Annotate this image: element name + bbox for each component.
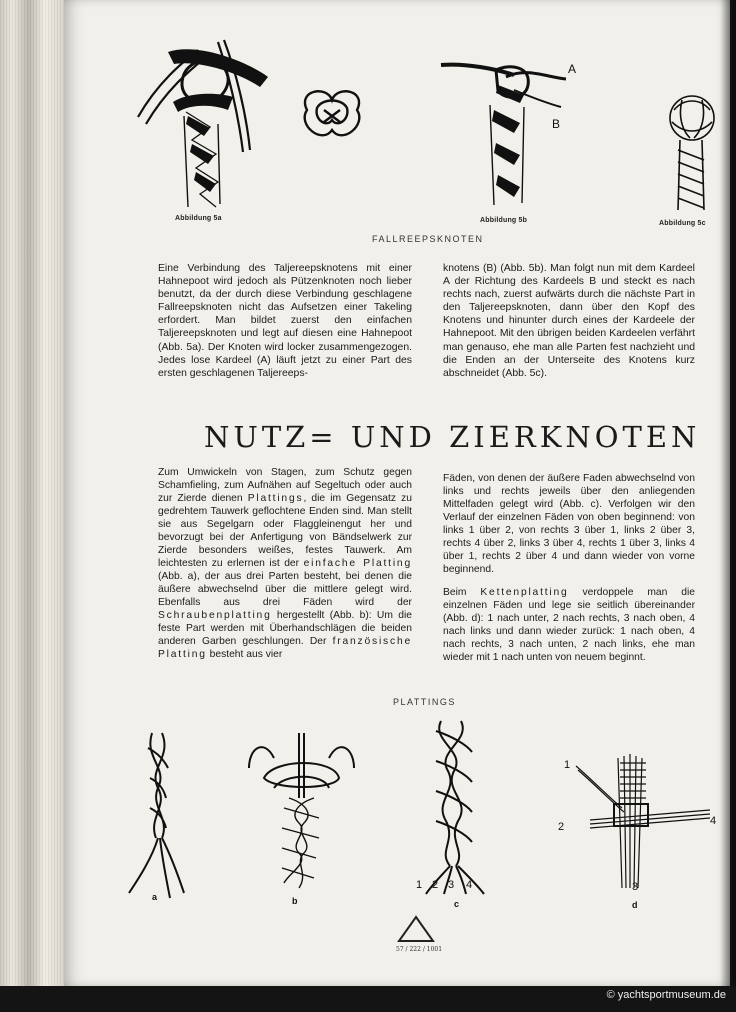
platting-a-illustration (124, 728, 194, 903)
page-number: 57 / 222 / 1001 (396, 946, 443, 953)
term-franzoesische-platting: französische Platting (158, 636, 412, 660)
platting-c-number-4: 4 (466, 879, 473, 891)
text-run: , die im Gegensatz zu gedrehtem Tauwerk geflochtene Enden sind. Man stellt sie aus Segelgarn oder Flaggleinengut her und bevorzugt bei der Anfertigung von Bändselwerk zur Zierde besonders weißes, festes Tauwerk. Am leichtesten zu erlernen ist der (158, 493, 412, 569)
text-run: Zum Umwickeln von Stagen, zum Schutz gegen Schamfieling, zum Aufnähen auf Segeltuch oder auch zur Zierde dienen (158, 467, 412, 504)
fallreepsknoten-column-1: Eine Verbindung des Taljereepsknotens mit einer Hahnepoot wird jedoch als Pützenknoten noch lieber benutzt, da der durch diese Verbindung geschlagene Fallreepsknoten nicht das Aufsetzen einer Takeling erfordert. Man bildet zuerst den einfachen Taljereepsknoten und legt auf diesen eine Hahnepoot (Abb. 5a). Der Knoten wird locker zusammengezogen. Jedes lose Kardeel (A) läuft jetzt zu einer Part des ersten geschlagenen Taljereeps- (158, 263, 412, 379)
term-plattings: Plattings (247, 493, 304, 504)
platting-d-number-2: 2 (558, 821, 565, 833)
section-title-fallreepsknoten: FALLREEPSKNOTEN (372, 234, 484, 244)
term-einfache-platting: einfache Platting (303, 558, 412, 569)
copyright-credit: © yachtsportmuseum.de (606, 989, 726, 1001)
caption-figure-5a: Abbildung 5a (175, 215, 222, 222)
platting-c-number-2: 2 (432, 879, 439, 891)
fallreepsknoten-column-2: knotens (B) (Abb. 5b). Man folgt nun mit dem Kardeel A der Richtung des Kardeels B und steckt es nach rechts nach, zuerst aufwärts durch die nächste Part in den Taljereepsknoten, dann über den Kopf des Knotens und hinunter durch eines der Kardeele der Hahnepoot. Mit den übrigen beiden Kardeelen verfährt man genauso, ehe man alle Parten fest nachzieht und die Enden an der Unterseite des Knotens kurz abschneidet (Abb. 5c). (443, 263, 695, 379)
text-run: verdoppele man die einzelnen Fäden und lege sie seitlich übereinander (Abb. d): 1 nach unter, 2 nach rechts, 3 nach oben, 4 nach links und dann wieder zurück: 1 nach oben, 4 nach rechts, 3 nach unten, 2 nach links, ehe man wieder mit 1 nach unten von neuem beginnt. (443, 587, 695, 663)
book-page-edges (0, 0, 64, 986)
caption-figure-5c: Abbildung 5c (659, 220, 706, 227)
text-run: Beim (443, 587, 481, 598)
text-run: hergestellt (Abb. b): Um die feste Part werden mit Überhandschlägen die beiden anderen Garben geschlungen. Der (158, 610, 412, 647)
platting-c-number-3: 3 (448, 879, 455, 891)
caption-figure-5b: Abbildung 5b (480, 217, 528, 224)
text-run: besteht aus vier (206, 649, 283, 660)
platting-c-illustration (406, 716, 502, 910)
platting-b-illustration (244, 728, 360, 906)
platting-d-number-4: 4 (710, 815, 717, 827)
knot-rosette-illustration (292, 80, 370, 150)
platting-c-number-1: 1 (416, 879, 423, 891)
platting-label-d: d (632, 900, 638, 910)
page-triangle-ornament (396, 914, 436, 944)
platting-d-number-1: 1 (564, 759, 571, 771)
plattings-column-2-paragraph-2 (443, 586, 695, 664)
figure-5a-illustration (128, 32, 278, 212)
platting-d-number-3: 3 (632, 881, 639, 893)
term-kettenplatting: Kettenplatting (480, 587, 569, 598)
platting-label-a: a (152, 892, 158, 902)
figure-5b-illustration (436, 55, 586, 215)
main-heading: NUTZ= UND ZIERKNOTEN (204, 420, 701, 454)
label-B: B (552, 117, 561, 131)
term-schraubenplatting: Schraubenplatting (158, 610, 272, 621)
text-run: (Abb. a), der aus drei Parten besteht, bei denen die äußere abwechselnd über die mittlere gelegt wird. Ebenfalls aus drei Fäden wird der (158, 571, 412, 608)
plattings-column-2-paragraph-1: Fäden, von denen der äußere Faden abwechselnd von links und rechts jeweils über den anliegenden Mittelfaden gelegt wird (Abb. c). Verfolgen wir den Verlauf der einzelnen Fäden von oben beginnend: von links 1 über 2, von rechts 3 über 1, links 2 über 3, rechts 4 über 2, links 3 über 4, rechts 1 über 3, links 4 über 1, rechts 2 über 4 und dann wieder von vorne beginnend. (443, 473, 695, 575)
platting-label-c: c (454, 899, 460, 909)
plattings-column-1 (158, 466, 412, 661)
platting-d-illustration (560, 738, 720, 913)
figure-5c-illustration (664, 90, 724, 215)
label-A: A (568, 62, 577, 76)
section-title-plattings: PLATTINGS (393, 697, 456, 707)
platting-label-b: b (292, 896, 298, 906)
